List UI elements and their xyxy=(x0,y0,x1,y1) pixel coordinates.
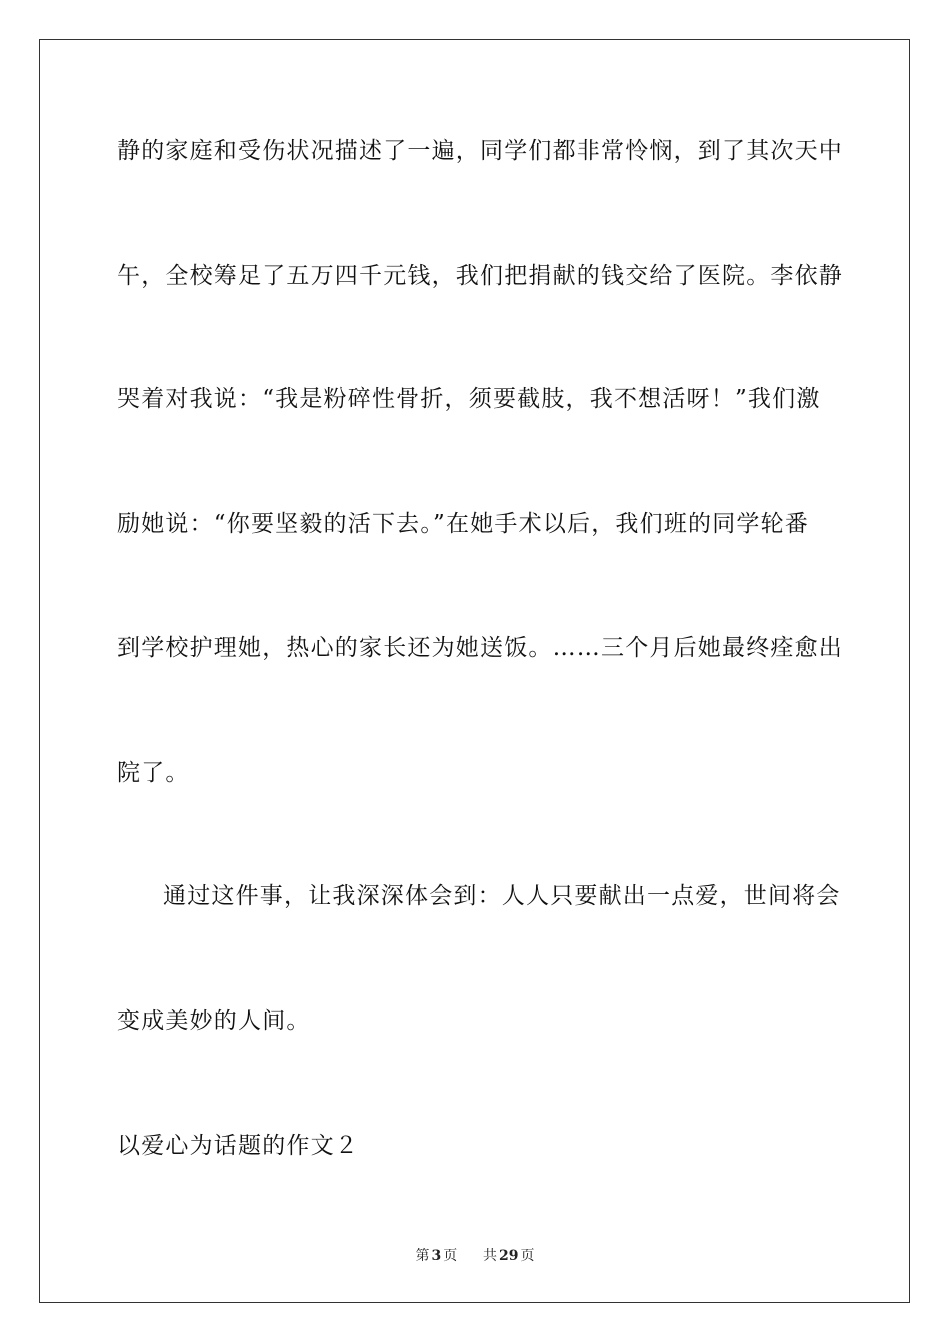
section-heading: 以爱心为话题的作文２ xyxy=(117,1133,359,1159)
text-line-1: 静的家庭和受伤状况描述了一遍，同学们都非常怜悯，到了其次天中 xyxy=(117,138,843,164)
current-page-number: 3 xyxy=(431,1248,442,1264)
page-footer xyxy=(0,1247,950,1265)
paragraph-start-line: 通过这件事，让我深深体会到：人人只要献出一点爱，世间将会 xyxy=(163,883,841,909)
text-line-6: 院了。 xyxy=(117,760,190,786)
page-border xyxy=(39,39,910,1303)
text-line-2: 午，全校筹足了五万四千元钱，我们把捐献的钱交给了医院。李依静 xyxy=(117,263,843,289)
total-page-count: 29 xyxy=(499,1248,519,1264)
total-pages-indicator: 共 29 页 xyxy=(483,1248,535,1264)
text-line-3: 哭着对我说：“我是粉碎性骨折，须要截肢，我不想活呀！”我们激 xyxy=(117,386,821,412)
page-indicator: 第 3 页 xyxy=(415,1248,458,1264)
text-line-5: 到学校护理她，热心的家长还为她送饭。……三个月后她最终痊愈出 xyxy=(117,635,843,661)
text-line-8: 变成美妙的人间。 xyxy=(117,1008,311,1034)
text-line-4: 励她说：“你要坚毅的活下去。”在她手术以后，我们班的同学轮番 xyxy=(117,511,810,537)
